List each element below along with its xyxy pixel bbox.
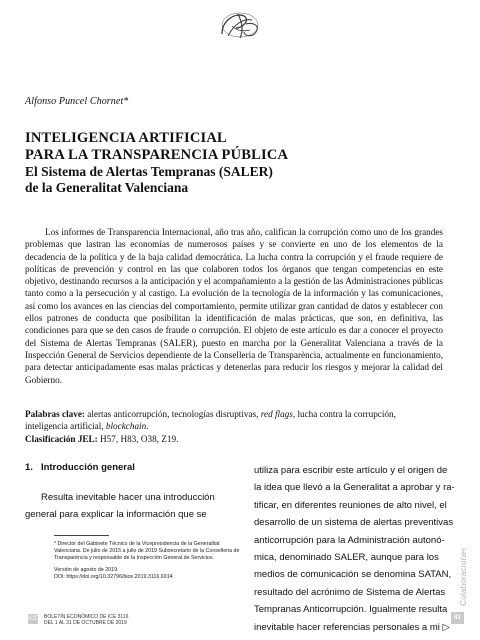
right-line-5: anticorrupción para la Administración autonó- [254,534,445,546]
section-side-label [456,548,470,608]
article-title [25,130,445,196]
right-line-3: tificar, en diferentes reuniones de alto nivel, el [254,499,447,511]
footer-publication [44,614,128,626]
footer-ice-label: ICE [28,616,39,622]
section-heading [25,462,240,473]
keywords-line-2 [25,420,443,432]
right-line-10-text: inevitable hacer referencias personales a mi [254,621,440,633]
right-line-7: medios de comunicación se denomina SATAN, [254,569,452,581]
ice-monogram-logo [214,8,266,42]
section-title: Introducción general [40,462,135,473]
left-body-text [25,483,240,524]
jel-label: Clasificación JEL: [25,433,98,444]
right-line-4: desarrollo de un sistema de alertas preventivas [254,517,454,529]
right-line-9: Tempranas Anticorrupción. Igualmente resulta [254,604,448,616]
right-line-6: mica, denominado SALER, aunque para los [254,552,439,564]
left-line-1-text: Resulta inevitable hacer una introducción [41,492,215,503]
continue-arrow-icon: ▷ [442,621,450,633]
page-number: 41 [453,614,462,621]
keywords-text-2b: . [146,421,149,432]
keywords-text-2a: inteligencia artificial, [25,421,104,432]
footer-line-2: DEL 1 AL 31 DE OCTUBRE DE 2019 [44,620,127,626]
left-line-1 [25,489,240,506]
left-line-2: general para explicar la información que se [25,509,207,521]
abstract-paragraph: Los informes de Transparencia Internacional, año tras año, califican la corrupción como uno de los grandes problemas que lastran las economías de numerosos países y se convierte en uno de los elementos de la decadencia de la política y de la baja calidad democrática. La lucha contra la corrupción y el fraude requiere de políticas de prevención y control en las que colaboren todos los órganos que tengan competencias en este objetivo, destinando recursos a la anticipación y el acompañamiento a la gestión de las Administraciones públicas tanto como a la persecución y al castigo. La evolución de la tecnología de la información y las comunicaciones, así como los avances en las ciencias del comportamiento, permite utilizar gran cantidad de datos y establecer con ellos patrones de conducta que posibilitan la identificación de malas prácticas, que son, en definitiva, las condiciones para que se den casos de fraude o corrupción. El objeto de este artículo es dar a conocer el proyecto del Sistema de Alertas Tempranas (SALER), puesto en marcha por la Generalitat Valenciana a través de la Inspección General de Servicios dependiente de la Conselleria de Transparència, actualmente en funcionamiento, para detectar anticipadamente esas malas prácticas y detenerlas para reducir los riesgos y mejorar la calidad del Gobierno. [25,227,443,385]
keywords-text-1b: , lucha contra la corrupción, [292,409,396,419]
footer-line-1: BOLETÍN ECONÓMICO DE ICE 3116 [44,614,129,620]
ice-monogram-icon [214,8,266,42]
author-name: Alfonso Puncel Chornet* [25,96,129,107]
jel-codes: H57, H83, O38, Z19. [100,433,179,444]
title-line-1: INTELIGENCIA ARTIFICIAL [25,130,227,146]
footnote-doi: DOI: https://doi.org/10.32796/bice.2019.3116.6914 [54,574,173,580]
keywords-label: Palabras clave: [25,409,85,419]
footnote-version: Versión de agosto de 2019. [54,567,119,573]
right-line-1: utiliza para escribir este artículo y el origen de [254,465,448,476]
subtitle-line-2: de la Generalitat Valenciana [25,180,189,195]
title-line-2: PARA LA TRANSPARENCIA PÚBLICA [25,147,289,163]
right-line-8: resultado del acrónimo de Sistema de Alertas [254,586,446,598]
keywords-block [25,408,443,445]
right-line-10 [254,619,449,636]
right-column [254,462,455,636]
footnote-rule [54,535,109,536]
side-label-text: Colaboraciones [458,548,468,606]
subtitle-line-1: El Sistema de Alertas Tempranas (SALER) [25,164,273,179]
right-line-2: la idea que llevó a la Generalitat a aprobar y ra- [254,482,455,494]
keywords-red-flags: red flags [260,409,293,419]
footnote-text: * Director del Gabinete Técnico de la Vicepresidencia de la Generalitat Valenciana. De julio de 2015 a julio de 2019 Subsecretario de la Conselleria de Transparència y responsable de la Inspección General de Servicios. [54,541,240,561]
keywords-line-1 [25,408,443,420]
section-number: 1. [25,462,33,473]
left-column [25,462,240,524]
keywords-blockchain: blockchain [105,421,147,432]
footnote [54,541,244,581]
jel-line [25,433,443,445]
keywords-text-1a: alertas anticorrupción, tecnologías disruptivas, [87,409,259,419]
